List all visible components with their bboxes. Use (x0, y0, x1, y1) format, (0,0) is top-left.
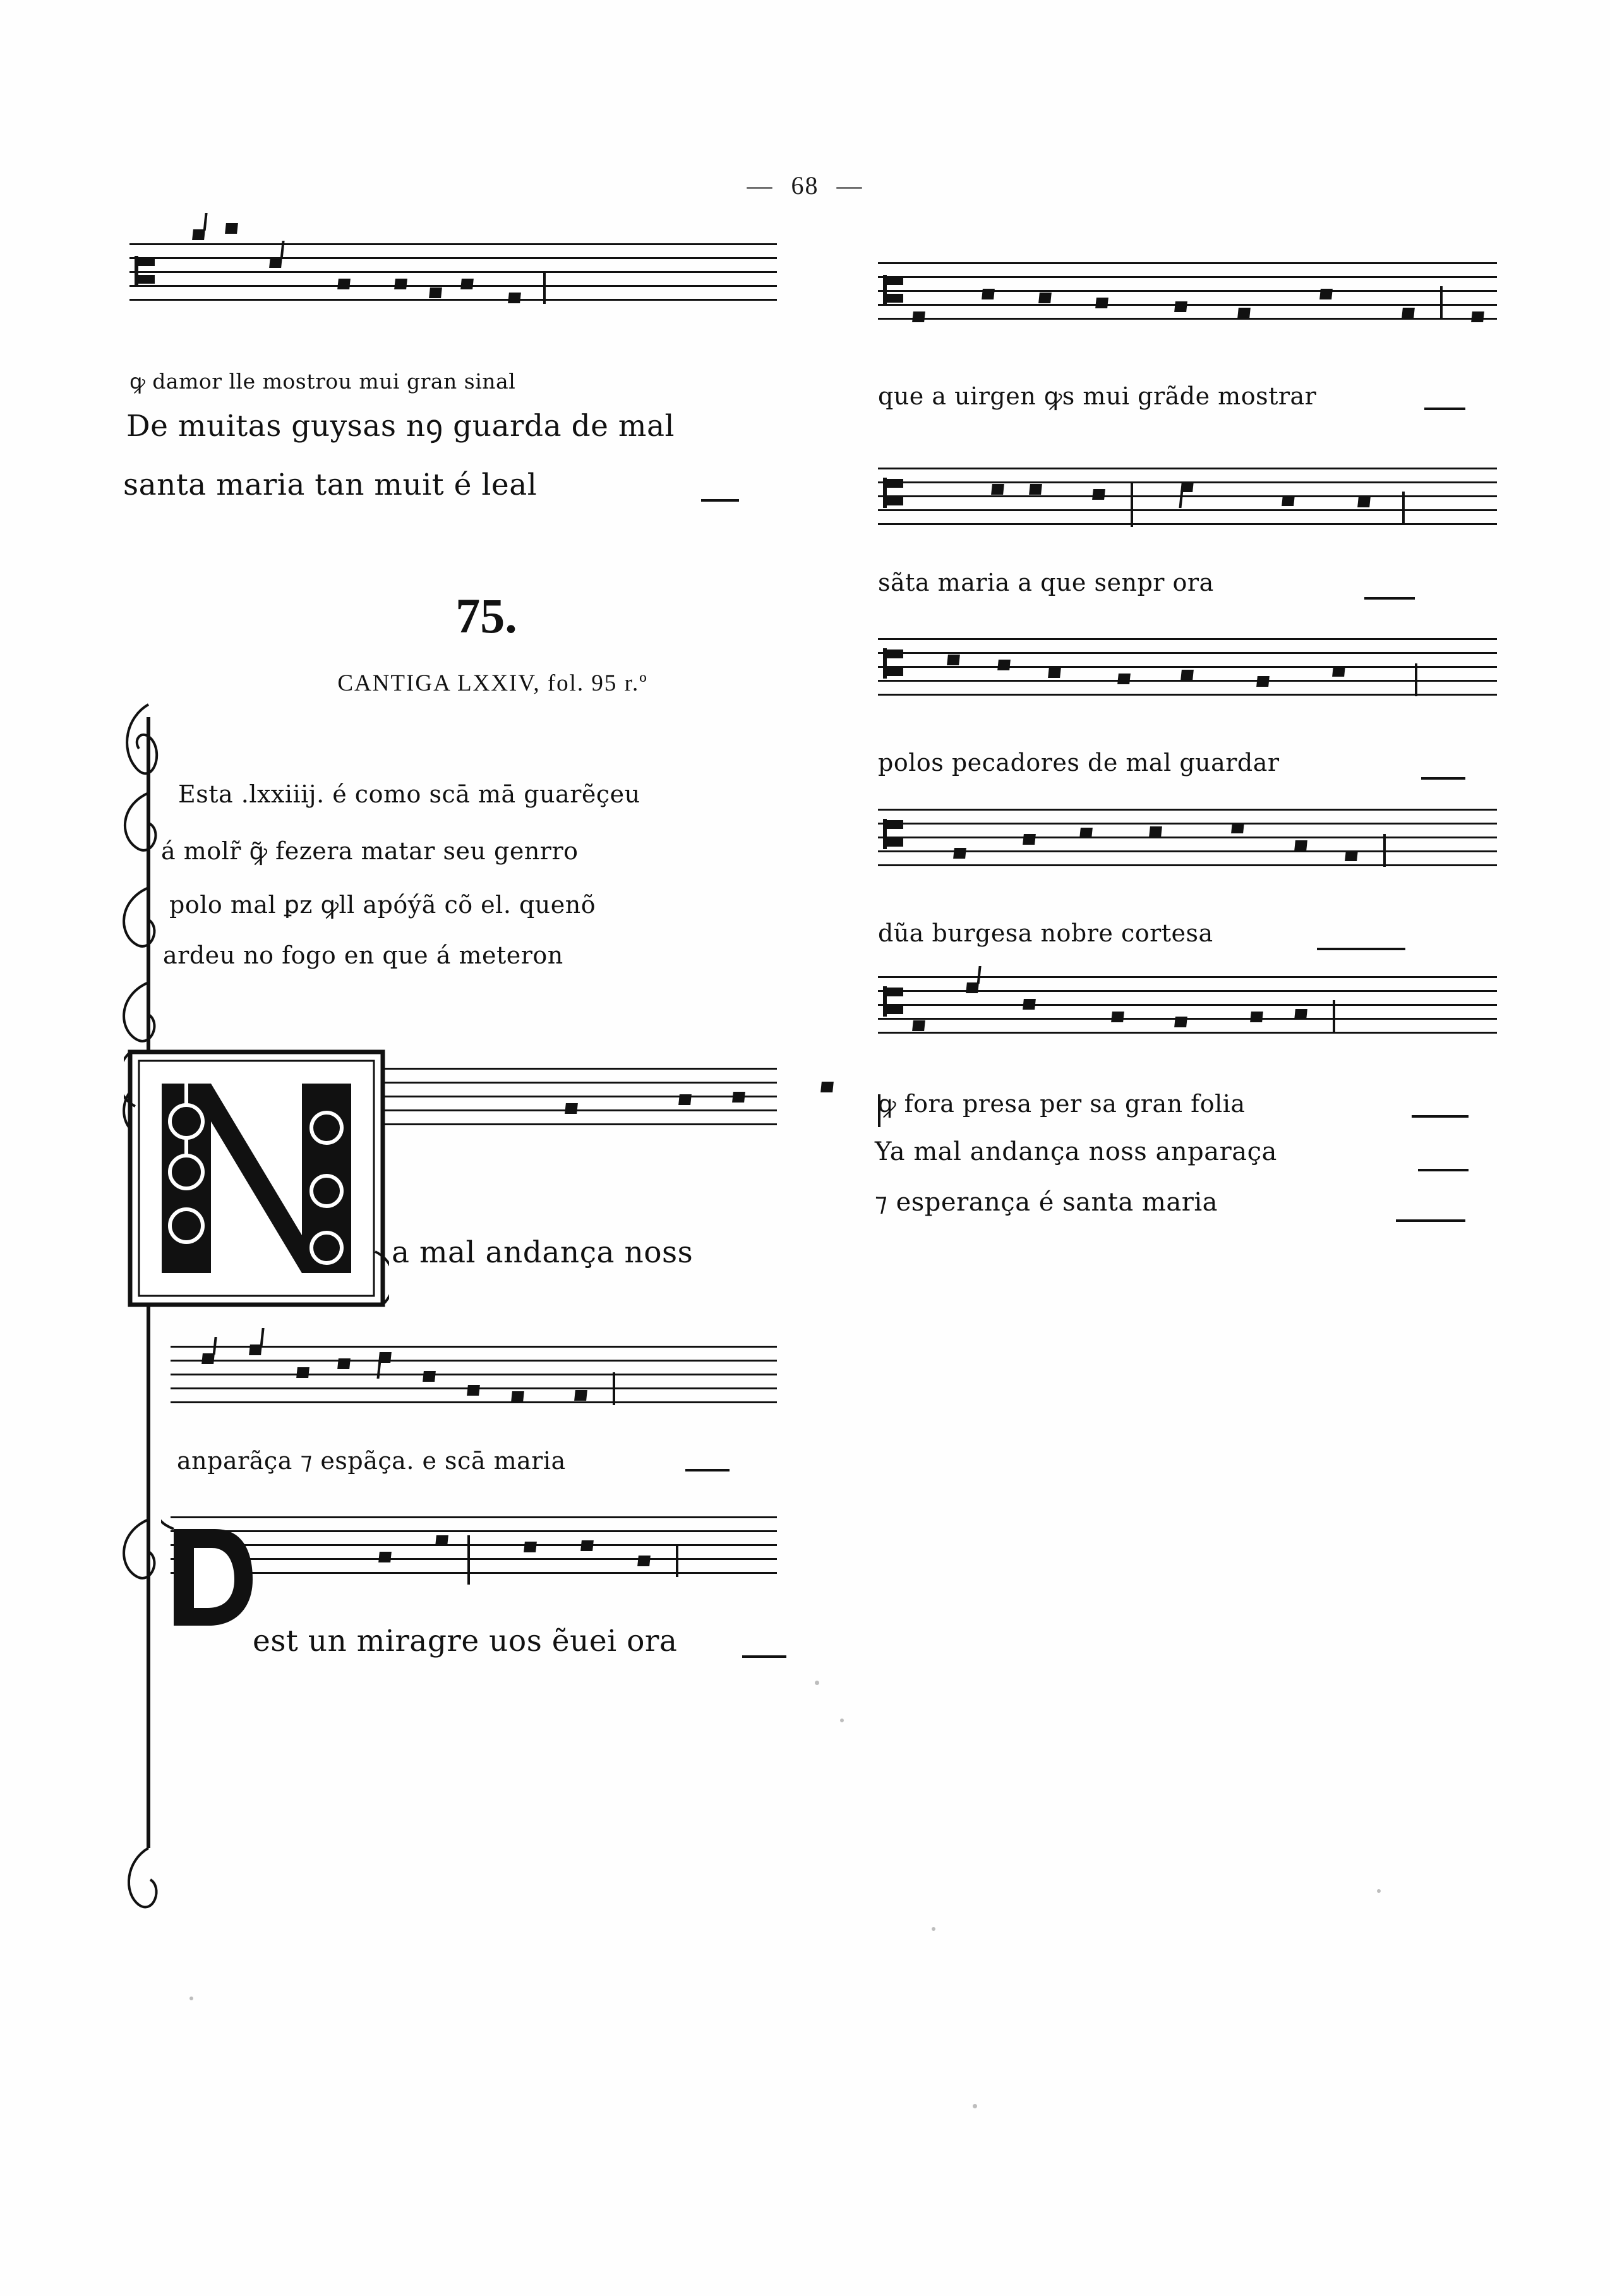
stave-line (878, 468, 1497, 469)
note (394, 279, 407, 289)
barline (1415, 663, 1417, 696)
left-refrain-line-2: santa maria tan muit é leal (123, 468, 538, 502)
right-text-line-3: polos pecadores de mal guardar (878, 749, 1280, 776)
rubric-line-4: ardeu no fogo en que á meteron (163, 941, 563, 969)
note (574, 1390, 587, 1401)
text-tail-dash (1412, 1115, 1469, 1118)
right-text-line-7: ⁊ esperança é santa maria (875, 1188, 1218, 1217)
barline (1383, 834, 1386, 867)
note (378, 1552, 392, 1562)
stave-line (878, 652, 1497, 654)
note (1402, 308, 1415, 318)
text-tail-dash (1421, 777, 1465, 780)
folio-dash-left: — (747, 171, 774, 200)
right-text-line-1: que a uirgen ꝙs mui grãde mostrar (878, 382, 1317, 410)
left-stave-4 (171, 1516, 777, 1574)
c-clef-icon (883, 986, 904, 1017)
note (1332, 666, 1345, 677)
note (1180, 670, 1194, 680)
right-stave-1 (878, 262, 1497, 320)
note (269, 257, 282, 268)
stave-line (878, 1018, 1497, 1020)
stave-line (171, 1360, 777, 1362)
stave-line (878, 823, 1497, 825)
note (637, 1556, 651, 1566)
barline (543, 271, 546, 304)
stave-line (129, 299, 777, 301)
text-tail-dash (1396, 1219, 1465, 1222)
note (1023, 834, 1036, 845)
right-text-line-2: sãta maria a que senpr ora (878, 569, 1214, 596)
note (1048, 667, 1061, 678)
note (1095, 298, 1108, 308)
folio-dash-right: — (836, 171, 863, 200)
note (1294, 840, 1307, 851)
cantiga-caption: CANTIGA LXXIV, fol. 95 r.º (337, 670, 648, 696)
refrain-tail-dash (701, 499, 739, 502)
paper-speck (189, 1997, 193, 2000)
note (1079, 828, 1093, 838)
left-stave-1 (129, 243, 777, 301)
stave-line (129, 243, 777, 245)
stave-line (878, 666, 1497, 668)
stave-line (878, 864, 1497, 866)
stave-line (129, 285, 777, 287)
left-music-text-1: a mal andança noss (392, 1235, 694, 1270)
note (1023, 999, 1036, 1010)
left-music-text-2: anparãça ⁊ espãça. e scā maria (177, 1447, 566, 1475)
stave-line (878, 976, 1497, 978)
note (912, 1020, 925, 1031)
note (1092, 489, 1105, 500)
note (966, 982, 979, 993)
note (511, 1391, 524, 1402)
note (947, 655, 960, 665)
note (1357, 497, 1371, 507)
text-tail-dash (742, 1655, 786, 1658)
note (1180, 481, 1194, 492)
right-stave-2 (878, 468, 1497, 526)
stave-line (171, 1374, 777, 1375)
right-text-line-4: dũa burgesa nobre cortesa (878, 919, 1213, 947)
illuminated-initial-n (124, 1046, 389, 1311)
note (1250, 1012, 1263, 1022)
paper-speck (840, 1719, 844, 1722)
note (982, 289, 995, 299)
stave-line (878, 276, 1497, 278)
stave-line (878, 1032, 1497, 1034)
note (732, 1092, 745, 1103)
right-stave-5 (878, 976, 1497, 1034)
note (508, 293, 521, 303)
barline (1333, 1000, 1335, 1033)
folio-number (0, 171, 1610, 200)
stave-line (171, 1401, 777, 1403)
paper-speck (1377, 1889, 1381, 1893)
note (201, 1353, 215, 1364)
barline (613, 1372, 615, 1405)
c-clef-icon (883, 478, 904, 508)
text-tail-dash (1424, 408, 1465, 410)
stave-line (878, 262, 1497, 264)
note (1149, 826, 1162, 837)
barline (1402, 492, 1405, 524)
note (460, 279, 474, 289)
left-music-text-3: est un miragre uos ẽuei ora (253, 1624, 678, 1659)
note (429, 287, 442, 298)
note (565, 1103, 578, 1114)
c-clef-icon (135, 256, 156, 286)
stave-line (171, 1530, 777, 1532)
cantiga-number: 75. (455, 588, 517, 643)
note (820, 1082, 834, 1092)
note (1282, 495, 1295, 506)
rubric-line-2: á molr̃ ꝙ̃ fezera matar seu genrro (161, 837, 579, 865)
note (337, 1358, 351, 1369)
stave-line (878, 290, 1497, 292)
note (1111, 1012, 1124, 1022)
note (953, 848, 966, 859)
left-stave-3 (171, 1346, 777, 1404)
note (435, 1535, 448, 1546)
note (1117, 674, 1131, 684)
c-clef-icon (883, 648, 904, 679)
paper-speck (932, 1927, 935, 1931)
right-text-line-5: ꝙ fora presa per sa gran folia (878, 1090, 1246, 1118)
stave-line (878, 304, 1497, 306)
note (991, 484, 1004, 495)
note (1345, 850, 1358, 861)
paper-speck (973, 2104, 977, 2108)
paper-speck (815, 1681, 819, 1685)
note (1294, 1009, 1307, 1020)
text-tail-dash (1418, 1169, 1469, 1171)
text-tail-dash (1364, 597, 1415, 600)
c-clef-icon (883, 819, 904, 849)
note (1174, 301, 1187, 312)
stave-line (129, 271, 777, 273)
note (1471, 311, 1484, 322)
barline (676, 1544, 678, 1577)
stave-line (878, 837, 1497, 838)
illuminated-initial-d (161, 1520, 256, 1633)
note (337, 279, 351, 289)
stave-line (171, 1572, 777, 1574)
stave-line (171, 1558, 777, 1560)
note (1029, 484, 1042, 495)
note (225, 223, 238, 234)
note (1038, 293, 1052, 303)
right-stave-3 (878, 638, 1497, 696)
folio-number-value: 68 (791, 171, 819, 200)
stave-line (878, 1004, 1497, 1006)
note (1256, 676, 1270, 687)
note (912, 311, 925, 322)
marginal-vine-decoration (114, 679, 183, 1949)
note (678, 1094, 692, 1105)
right-stave-4 (878, 809, 1497, 867)
rubric-line-3: polo mal ꝑz ꝙll apóýã cõ el. quenõ (169, 891, 596, 919)
stave-line (878, 850, 1497, 852)
note (524, 1542, 537, 1552)
barline (1440, 286, 1443, 319)
text-tail-dash (685, 1469, 730, 1471)
barline (1131, 483, 1133, 527)
note (467, 1385, 480, 1396)
note (249, 1344, 262, 1355)
stave-line (878, 638, 1497, 640)
left-refrain-line-1: De muitas guysas nꝯ guarda de mal (126, 409, 675, 444)
note (192, 229, 205, 240)
right-text-line-6: Ya mal andança noss anparaça (875, 1137, 1277, 1166)
note (997, 660, 1011, 670)
note (1174, 1017, 1187, 1027)
note (580, 1540, 594, 1551)
left-first-system-text: ꝙ damor lle mostrou mui gran sinal (129, 369, 516, 394)
barline (467, 1535, 470, 1585)
c-clef-icon (883, 275, 904, 305)
note (1231, 823, 1244, 833)
stave-line (878, 694, 1497, 696)
stave-line (129, 257, 777, 259)
note (423, 1371, 436, 1382)
stave-line (171, 1544, 777, 1546)
note (296, 1367, 309, 1378)
note (1237, 308, 1251, 318)
stave-line (171, 1516, 777, 1518)
rubric-line-1: Esta .lxxiiij. é como scā mā guarẽçeu (178, 780, 640, 808)
note (1319, 289, 1333, 299)
stave-line (878, 809, 1497, 811)
text-tail-dash (1317, 948, 1405, 950)
note (378, 1352, 392, 1363)
